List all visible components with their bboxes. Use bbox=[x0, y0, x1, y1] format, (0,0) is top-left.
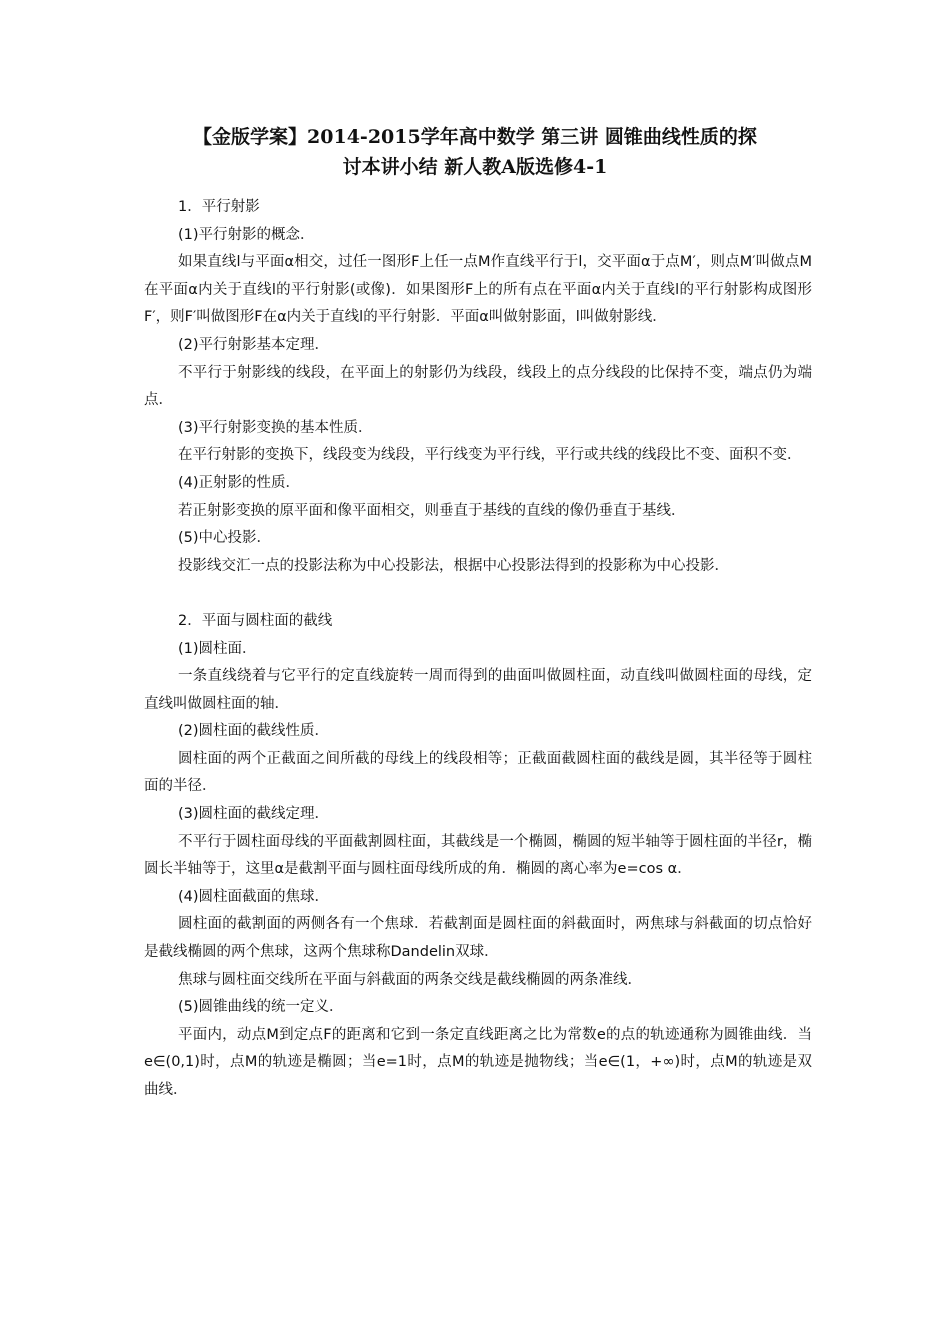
section-1-heading: 1．平行射影 bbox=[178, 199, 260, 215]
s2-subheading-3: (3)圆柱面的截线定理． bbox=[178, 806, 330, 823]
s2-paragraph-3: 不平行于圆柱面母线的平面截割圆柱面，其截线是一个椭圆，椭圆的短半轴等于圆柱面的半径r，椭圆长半轴等于，这里α是截割平面与圆柱面母线所成的角．椭圆的离心率为e=cos α． bbox=[144, 833, 812, 878]
s1-subheading-1: (1)平行射影的概念． bbox=[178, 226, 315, 243]
section-spacer bbox=[144, 580, 812, 608]
s1-subheading-2: (2)平行射影基本定理． bbox=[178, 336, 330, 353]
title-line-1: 【金版学案】2014-2015学年高中数学 第三讲 圆锥曲线性质的探 bbox=[193, 126, 757, 148]
s1-paragraph-5: 投影线交汇一点的投影法称为中心投影法，根据中心投影法得到的投影称为中心投影． bbox=[178, 557, 729, 574]
s2-paragraph-4: 圆柱面的截割面的两侧各有一个焦球．若截割面是圆柱面的斜截面时，两焦球与斜截面的切点恰好是截线椭圆的两个焦球，这两个焦球称Dandelin双球． bbox=[144, 916, 812, 961]
s2-paragraph-6: 平面内，动点M到定点F的距离和它到一条定直线距离之比为常数e的点的轨迹通称为圆锥曲线．当e∈(0,1)时，点M的轨迹是椭圆；当e=1时，点M的轨迹是抛物线；当e∈(1，+∞)时，点M的轨迹是双曲线． bbox=[144, 1026, 812, 1098]
s2-paragraph-5: 焦球与圆柱面交线所在平面与斜截面的两条交线是截线椭圆的两条准线． bbox=[178, 971, 642, 988]
s2-paragraph-1: 一条直线绕着与它平行的定直线旋转一周而得到的曲面叫做圆柱面，动直线叫做圆柱面的母线，定直线叫做圆柱面的轴． bbox=[144, 668, 812, 712]
s1-subheading-5: (5)中心投影． bbox=[178, 530, 272, 547]
s2-subheading-1: (1)圆柱面． bbox=[178, 640, 257, 657]
s1-paragraph-3: 在平行射影的变换下，线段变为线段，平行线变为平行线，平行或共线的线段比不变、面积不变． bbox=[178, 447, 802, 464]
s1-paragraph-2: 不平行于射影线的线段，在平面上的射影仍为线段，线段上的点分线段的比保持不变，端点仍为端点． bbox=[144, 364, 812, 409]
document-body bbox=[144, 194, 812, 1105]
s2-subheading-4: (4)圆柱面截面的焦球． bbox=[178, 888, 330, 905]
document-title bbox=[100, 122, 850, 182]
s2-paragraph-2: 圆柱面的两个正截面之间所截的母线上的线段相等；正截面截圆柱面的截线是圆，其半径等于圆柱面的半径． bbox=[144, 750, 812, 795]
s1-subheading-3: (3)平行射影变换的基本性质． bbox=[178, 419, 373, 436]
s1-paragraph-4: 若正射影变换的原平面和像平面相交，则垂直于基线的直线的像仍垂直于基线． bbox=[178, 502, 686, 519]
s1-subheading-4: (4)正射影的性质． bbox=[178, 474, 301, 491]
section-2-heading: 2．平面与圆柱面的截线 bbox=[178, 612, 333, 629]
s2-subheading-5: (5)圆锥曲线的统一定义． bbox=[178, 999, 344, 1016]
title-line-2: 讨本讲小结 新人教A版选修4-1 bbox=[342, 156, 608, 178]
s2-subheading-2: (2)圆柱面的截线性质． bbox=[178, 723, 330, 740]
s1-paragraph-1: 如果直线l与平面α相交，过任一图形F上任一点M作直线平行于l，交平面α于点M′，则点M′叫做点M在平面α内关于直线l的平行射影(或像)．如果图形F上的所有点在平面α内关于直线l的平行射影构成图形F′，则F′叫做图形F在α内关于直线l的平行射影．平面α叫做射影面，l叫做射影线． bbox=[144, 254, 812, 326]
